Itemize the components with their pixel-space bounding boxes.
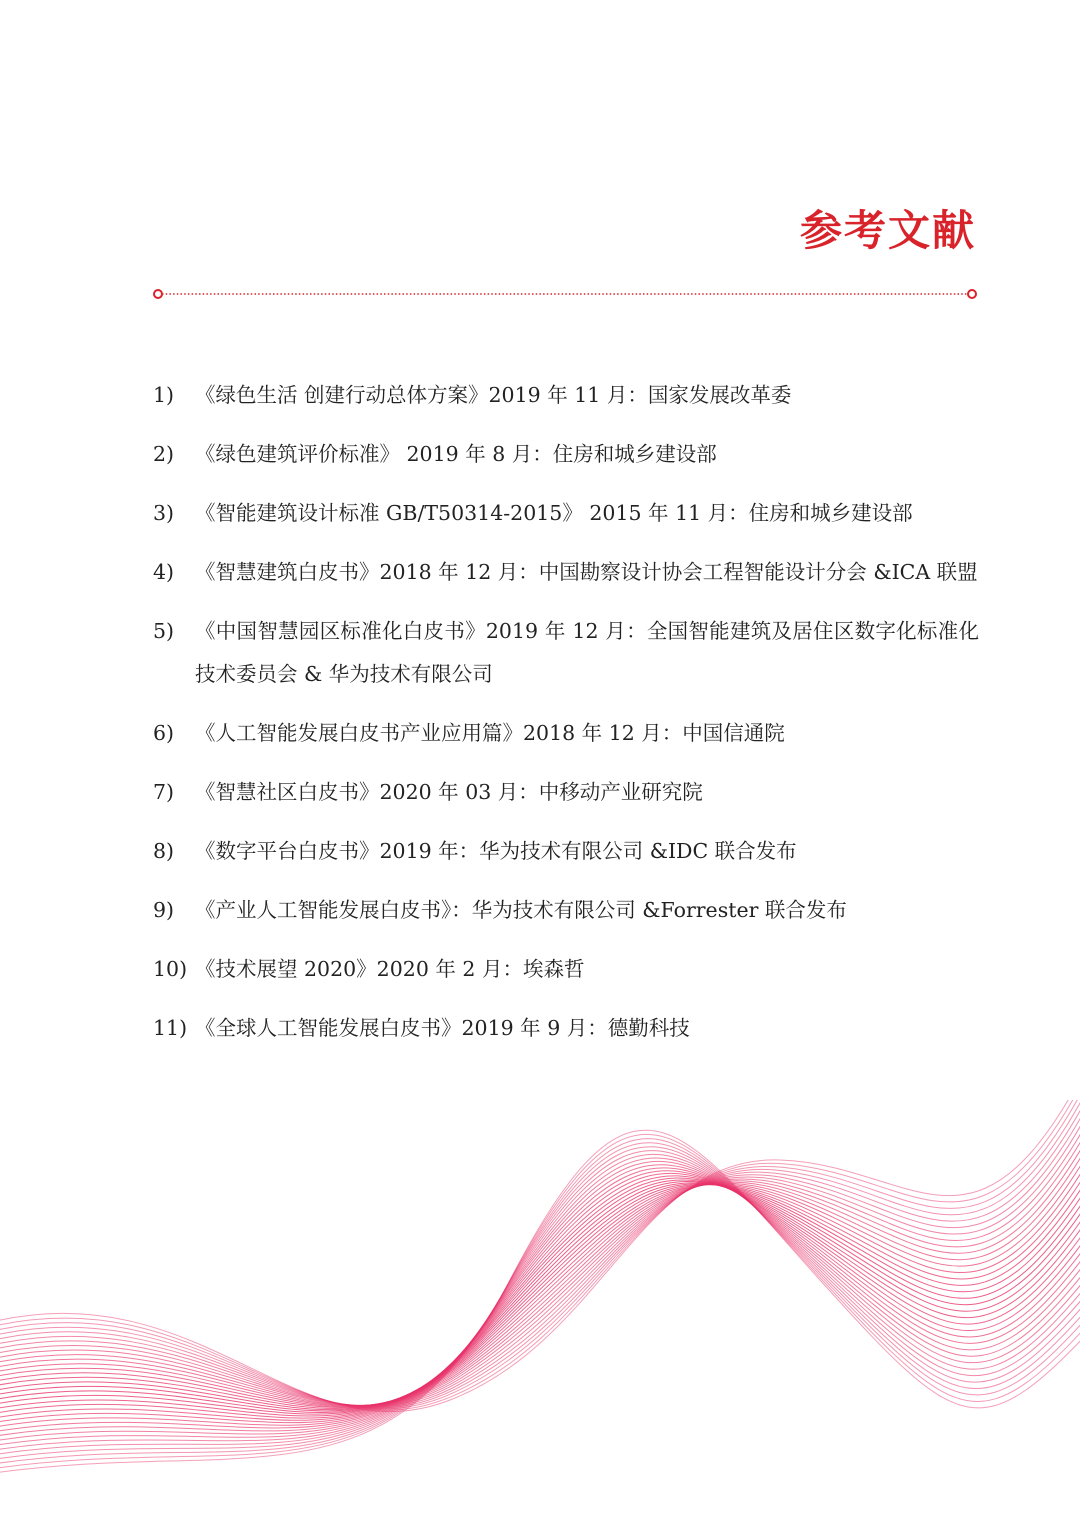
reference-text: 《全球人工智能发展白皮书》2019 年 9 月：德勤科技 (195, 1016, 690, 1040)
reference-item (153, 374, 979, 417)
divider-left-dot (154, 290, 162, 298)
divider-right-dot (968, 290, 976, 298)
reference-number: 8) (153, 839, 175, 863)
reference-number: 3) (153, 501, 175, 525)
reference-text: 《智能建筑设计标准 GB/T50314-2015》 2015 年 11 月：住房和城乡建设部 (195, 501, 913, 525)
page-title: 参考文献 (799, 206, 976, 255)
reference-text: 《技术展望 2020》2020 年 2 月：埃森哲 (195, 957, 585, 981)
reference-text: 《数字平台白皮书》2019 年：华为技术有限公司 &IDC 联合发布 (195, 839, 797, 863)
reference-item (153, 1007, 979, 1050)
decorative-wave-lines (0, 1100, 1080, 1527)
reference-text: 《人工智能发展白皮书产业应用篇》2018 年 12 月：中国信通院 (195, 721, 785, 745)
reference-text: 《智慧建筑白皮书》2018 年 12 月：中国勘察设计协会工程智能设计分会 &ICA 联盟 (195, 560, 978, 584)
reference-item (153, 830, 979, 873)
reference-text: 《绿色生活 创建行动总体方案》2019 年 11 月：国家发展改革委 (195, 383, 792, 407)
reference-number: 9) (153, 898, 175, 922)
reference-text: 《绿色建筑评价标准》 2019 年 8 月：住房和城乡建设部 (195, 442, 717, 466)
reference-text: 《中国智慧园区标准化白皮书》2019 年 12 月：全国智能建筑及居住区数字化标准化技术委员会 & 华为技术有限公司 (195, 619, 979, 686)
reference-item (153, 610, 979, 696)
reference-item (153, 889, 979, 932)
reference-item (153, 492, 979, 535)
wave-line (0, 1116, 1080, 1405)
reference-number: 6) (153, 721, 175, 745)
reference-item (153, 433, 979, 476)
wave-line (0, 1134, 1080, 1470)
reference-number: 11) (153, 1016, 188, 1040)
reference-list (153, 374, 979, 1066)
reference-number: 5) (153, 619, 175, 643)
wave-line (0, 1158, 1080, 1443)
reference-item (153, 712, 979, 755)
reference-number: 4) (153, 560, 175, 584)
wave-line (0, 1100, 1080, 1409)
wave-line (0, 1143, 1080, 1462)
reference-number: 2) (153, 442, 175, 466)
reference-item (153, 551, 979, 594)
reference-item (153, 948, 979, 991)
wave-line (0, 1139, 1080, 1466)
reference-number: 1) (153, 383, 175, 407)
reference-text: 《智慧社区白皮书》2020 年 03 月：中移动产业研究院 (195, 780, 703, 804)
wave-line (0, 1161, 1080, 1438)
reference-text: 《产业人工智能发展白皮书》：华为技术有限公司 &Forrester 联合发布 (195, 898, 847, 922)
title-divider (150, 286, 980, 302)
wave-line (0, 1165, 1080, 1434)
reference-item (153, 771, 979, 814)
reference-number: 10) (153, 957, 188, 981)
reference-number: 7) (153, 780, 175, 804)
